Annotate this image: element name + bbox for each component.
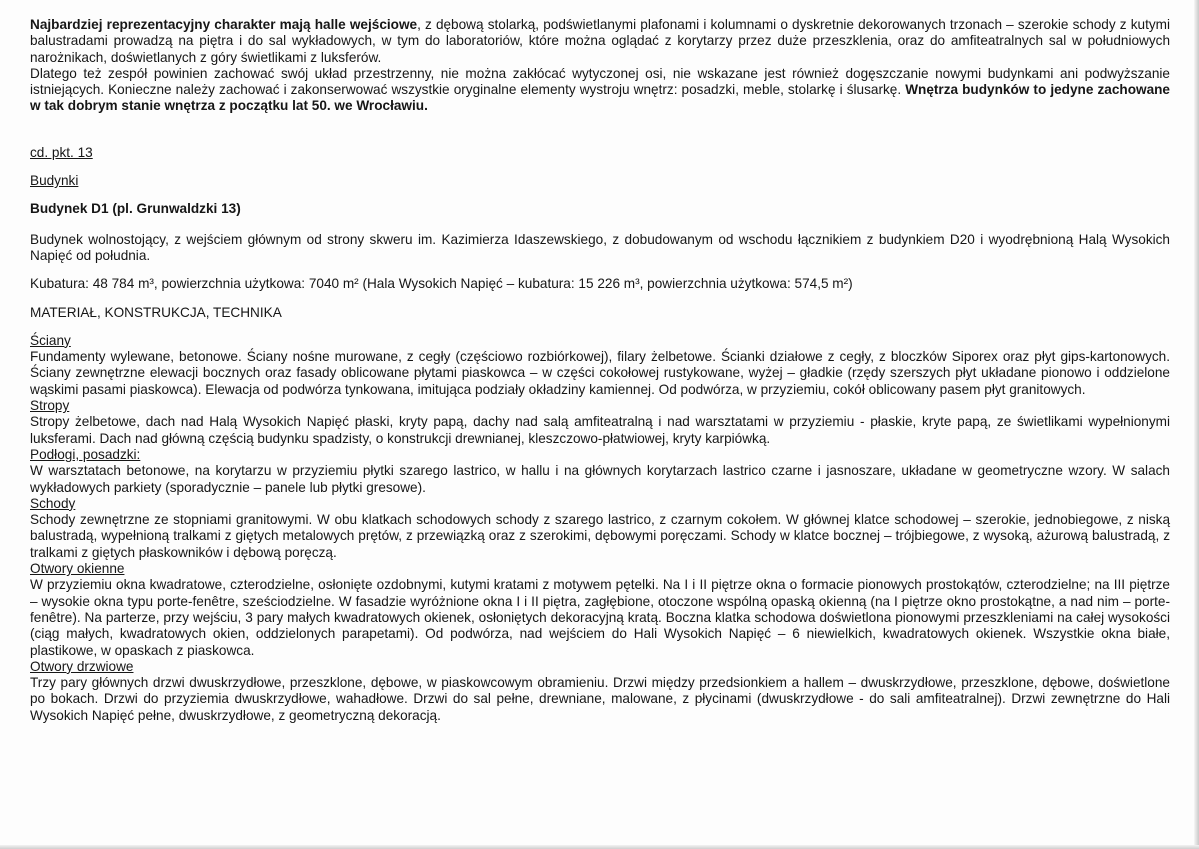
materials-heading: MATERIAŁ, KONSTRUKCJA, TECHNIKA (30, 304, 282, 320)
stropy-heading: Stropy (30, 398, 70, 414)
okna-heading: Otwory okienne (30, 561, 125, 577)
building-title-text: Budynek D1 (pl. Grunwaldzki 13) (30, 201, 241, 217)
podlogi-text: W warsztatach betonowe, na korytarzu w przyziemiu płytki szarego lastrico, w hallu i na głównych korytarzach lastrico czarne i jasnoszare, układane w geometryczne wzory. W salach wykładowych parkiety (sporadycznie – panele lub płytki gresowe). (30, 463, 1170, 495)
scan-right-edge (1194, 0, 1199, 849)
building-title (30, 201, 1170, 217)
intro-text: , z dębową stolarką, podświetlanymi plafonami i kolumnami o dyskretnie dekorowanych trzonach – szerokie schody z kutymi balustradami prowadzą na piętra i do sal wykładowych, w tym do laboratoriów, które można oglądać z korytarzy przez duże przeszklenia, oraz do amfiteatralnych sal w południowych narożnikach, doświetlanych z góry świetlikami z luksferów. (30, 17, 1170, 65)
section-category: Budynki (30, 173, 79, 189)
stropy-text: Stropy żelbetowe, dach nad Halą Wysokich Napięć płaski, kryty papą, dachy nad salą amfiteatralną i nad warsztatami w przyziemiu - płaskie, kryte papą, ze świetlikami wypełnionymi luksferami. Dach nad główną częścią budynku spadzisty, o konstrukcji drewnianej, kleszczowo-płatwiowej, kryty karpiówką. (30, 414, 1170, 446)
schody-text: Schody zewnętrzne ze stopniami granitowymi. W obu klatkach schodowych schody z szarego lastrico, z czarnym cokołem. W głównej klatce schodowej – szerokie, jednobiegowe, z niską balustradą, wypełnioną tralkami z giętych metalowych prętów, z przewiązką oraz z szerokimi, dębowymi poręczami. Schody w klatce bocznej – trójbiegowe, z wysoką, ażurową balustradą, z tralkami z giętych płaskowników i dębową poręczą. (30, 512, 1170, 560)
document-body (30, 17, 1170, 724)
intro-paragraph-2 (30, 66, 1170, 115)
sciany-heading: Ściany (30, 332, 71, 348)
building-description: Budynek wolnostojący, z wejściem głównym od strony skweru im. Kazimierza Idaszewskiego, z dobudowanym od wschodu łącznikiem z budynkiem D20 i wyodrębnioną Halą Wysokich Napięć od południa. (30, 231, 1170, 263)
schody-heading: Schody (30, 495, 76, 511)
drzwi-heading: Otwory drzwiowe (30, 658, 134, 674)
intro-bold-lead: Najbardziej reprezentacyjny charakter mają halle wejściowe (30, 17, 418, 32)
building-stats: Kubatura: 48 784 m³, powierzchnia użytkowa: 7040 m² (Hala Wysokich Napięć – kubatura: 15 226 m³, powierzchnia użytkowa: 574,5 m²) (30, 276, 853, 292)
intro-paragraph-1 (30, 17, 1170, 66)
intro-bold-conclusion: Wnętrza budynków to jedyne zachowane w tak dobrym stanie wnętrza z początku lat 50. we Wrocławiu. (30, 82, 1170, 114)
intro-conservation-text: Dlatego też zespół powinien zachować swój układ przestrzenny, nie można zakłócać wytyczonej osi, nie wskazane jest również dogęszczanie nowymi budynkami ani podwyższanie istniejących. Konieczne należy zachować i zakonserwować wszystkie oryginalne elementy wystroju wnętrz: posadzki, meble, stolarkę i ślusarkę. (30, 65, 1170, 98)
okna-text: W przyziemiu okna kwadratowe, czterodzielne, osłonięte ozdobnymi, kutymi kratami z motywem pętelki. Na I i II piętrze okna o formacie pionowych prostokątów, czterodzielne; na III piętrze – wysokie okna typu porte-fenêtre, sześciodzielne. W fasadzie wyróżnione okna I i II piętra, zagłębione, otoczone wspólną opaską okienną (na I piętrze okno prostokątne, a nad nim – porte-fenêtre). Na parterze, przy wejściu, 3 pary małych kwadratowych okienek, osłoniętych dekoracyjną kratą. Boczna klatka schodowa doświetlona pionowymi przeszkleniami na całej wysokości (ciąg małych, kwadratowych okien, oddzielonych parapetami). Od podwórza, nad wejściem do Hali Wysokich Napięć – 6 niewielkich, kwadratowych okienek. Wszystkie okna białe, plastikowe, w opaskach z piaskowca. (30, 577, 1170, 658)
drzwi-text: Trzy pary głównych drzwi dwuskrzydłowe, przeszklone, dębowe, w piaskowcowym obramieniu. Drzwi między przedsionkiem a hallem – dwuskrzydłowe, przeszklone, dębowe, doświetlone po bokach. Drzwi do przyziemia dwuskrzydłowe, wahadłowe. Drzwi do sal pełne, drewniane, malowane, z płycinami (dwuskrzydłowe - do sali amfiteatralnej). Drzwi zewnętrzne do Hali Wysokich Napięć pełne, dwuskrzydłowe, z geometryczną dekoracją. (30, 675, 1170, 723)
scan-bottom-edge (0, 845, 1199, 849)
podlogi-heading: Podłogi, posadzki: (30, 446, 141, 462)
sciany-text: Fundamenty wylewane, betonowe. Ściany nośne murowane, z cegły (częściowo rozbiórkowej), filary żelbetowe. Ścianki działowe z cegły, z bloczków Siporex oraz płyt gips-kartonowych. Ściany zewnętrzne elewacji bocznych oraz fasady oblicowane płytami piaskowca – w części cokołowej rustykowane, wyżej – gładkie (rzędy szerszych płyt układane pionowo i oddzielone wąskimi pasami piaskowca). Elewacja od podwórza tynkowana, imitująca podziały okładziny kamiennej. Od podwórza, w przyziemiu, cokół oblicowany pasem płyt granitowych. (30, 349, 1170, 397)
section-reference: cd. pkt. 13 (30, 144, 93, 160)
